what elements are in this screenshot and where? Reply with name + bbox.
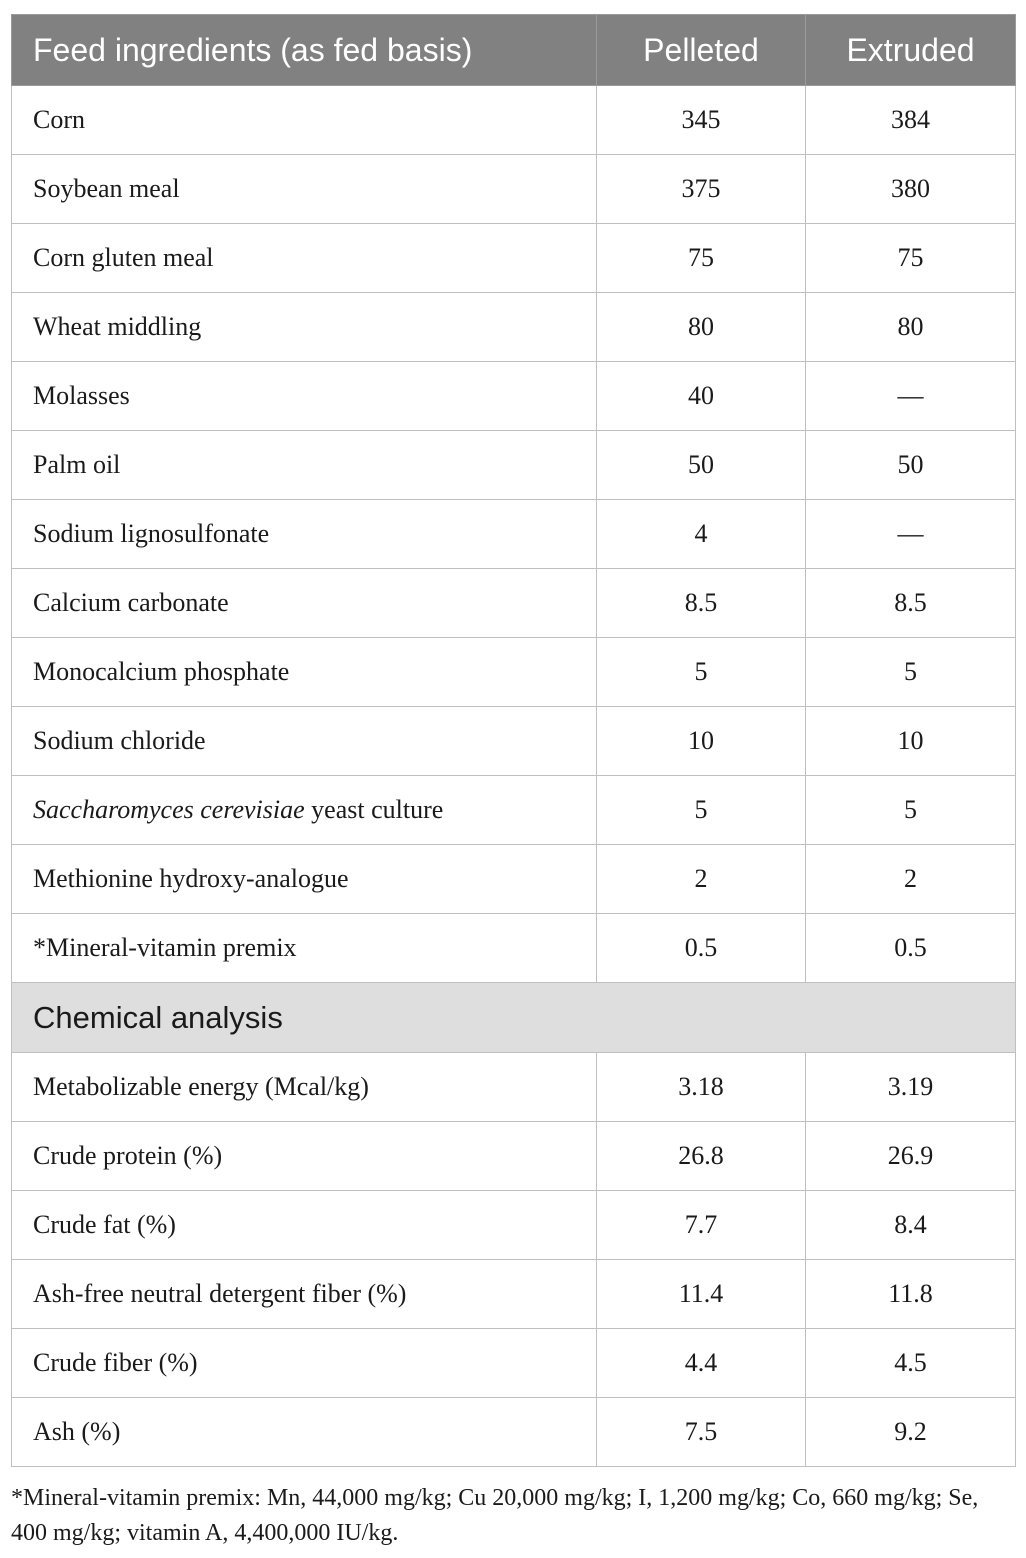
pelleted-value: 40	[597, 362, 806, 431]
ingredient-label-rest: yeast culture	[304, 795, 444, 824]
analysis-label: Ash-free neutral detergent fiber (%)	[12, 1260, 597, 1329]
section-header-row	[12, 983, 1016, 1053]
pelleted-value: 11.4	[597, 1260, 806, 1329]
extruded-value: —	[806, 362, 1016, 431]
ingredient-label: Corn gluten meal	[12, 224, 597, 293]
ingredient-label: Calcium carbonate	[12, 569, 597, 638]
ingredient-label: Soybean meal	[12, 155, 597, 224]
ingredient-label: Sodium chloride	[12, 707, 597, 776]
ingredient-label: Palm oil	[12, 431, 597, 500]
table-row	[12, 500, 1016, 569]
extruded-value: 5	[806, 776, 1016, 845]
table-row	[12, 362, 1016, 431]
pelleted-value: 26.8	[597, 1122, 806, 1191]
table-row	[12, 86, 1016, 155]
pelleted-value: 7.7	[597, 1191, 806, 1260]
analysis-label: Ash (%)	[12, 1398, 597, 1467]
table-row	[12, 914, 1016, 983]
extruded-value: 4.5	[806, 1329, 1016, 1398]
ingredient-label: Corn	[12, 86, 597, 155]
ingredient-label	[12, 776, 597, 845]
table-row	[12, 845, 1016, 914]
extruded-value: 75	[806, 224, 1016, 293]
feed-composition-table	[11, 14, 1016, 1467]
analysis-label: Crude protein (%)	[12, 1122, 597, 1191]
pelleted-value: 345	[597, 86, 806, 155]
table-row	[12, 1053, 1016, 1122]
table-row	[12, 1122, 1016, 1191]
extruded-value: 11.8	[806, 1260, 1016, 1329]
extruded-value: 26.9	[806, 1122, 1016, 1191]
ingredient-label: Sodium lignosulfonate	[12, 500, 597, 569]
extruded-value: 8.4	[806, 1191, 1016, 1260]
table-row	[12, 638, 1016, 707]
table-row	[12, 431, 1016, 500]
table-header-row	[12, 15, 1016, 86]
table-row	[12, 707, 1016, 776]
ingredient-label: Molasses	[12, 362, 597, 431]
header-ingredients: Feed ingredients (as fed basis)	[12, 15, 597, 86]
extruded-value: 2	[806, 845, 1016, 914]
pelleted-value: 7.5	[597, 1398, 806, 1467]
extruded-value: 10	[806, 707, 1016, 776]
extruded-value: 0.5	[806, 914, 1016, 983]
header-pelleted: Pelleted	[597, 15, 806, 86]
analysis-label: Crude fiber (%)	[12, 1329, 597, 1398]
header-extruded: Extruded	[806, 15, 1016, 86]
analysis-label: Crude fat (%)	[12, 1191, 597, 1260]
extruded-value: 384	[806, 86, 1016, 155]
extruded-value: 8.5	[806, 569, 1016, 638]
table-footnote: *Mineral-vitamin premix: Mn, 44,000 mg/kg; Cu 20,000 mg/kg; I, 1,200 mg/kg; Co, 660 mg/kg; Se, 400 mg/kg; vitamin A, 4,400,000 IU/kg.	[11, 1485, 979, 1546]
table-row	[12, 1191, 1016, 1260]
section-title: Chemical analysis	[12, 983, 1016, 1053]
species-name: Saccharomyces cerevisiae	[33, 795, 305, 824]
extruded-value: 50	[806, 431, 1016, 500]
table-row	[12, 1329, 1016, 1398]
pelleted-value: 375	[597, 155, 806, 224]
table-row	[12, 155, 1016, 224]
extruded-value: 9.2	[806, 1398, 1016, 1467]
pelleted-value: 0.5	[597, 914, 806, 983]
table-row	[12, 1260, 1016, 1329]
table-row	[12, 569, 1016, 638]
table-row	[12, 776, 1016, 845]
pelleted-value: 2	[597, 845, 806, 914]
pelleted-value: 5	[597, 638, 806, 707]
table-row	[12, 1398, 1016, 1467]
pelleted-value: 5	[597, 776, 806, 845]
pelleted-value: 3.18	[597, 1053, 806, 1122]
ingredient-label: *Mineral-vitamin premix	[12, 914, 597, 983]
extruded-value: 5	[806, 638, 1016, 707]
table-row	[12, 293, 1016, 362]
analysis-label: Metabolizable energy (Mcal/kg)	[12, 1053, 597, 1122]
table-row	[12, 224, 1016, 293]
extruded-value: 380	[806, 155, 1016, 224]
pelleted-value: 80	[597, 293, 806, 362]
ingredient-label: Wheat middling	[12, 293, 597, 362]
pelleted-value: 75	[597, 224, 806, 293]
pelleted-value: 4.4	[597, 1329, 806, 1398]
pelleted-value: 8.5	[597, 569, 806, 638]
pelleted-value: 50	[597, 431, 806, 500]
extruded-value: 80	[806, 293, 1016, 362]
pelleted-value: 10	[597, 707, 806, 776]
extruded-value: —	[806, 500, 1016, 569]
extruded-value: 3.19	[806, 1053, 1016, 1122]
ingredient-label: Methionine hydroxy-analogue	[12, 845, 597, 914]
ingredient-label: Monocalcium phosphate	[12, 638, 597, 707]
pelleted-value: 4	[597, 500, 806, 569]
